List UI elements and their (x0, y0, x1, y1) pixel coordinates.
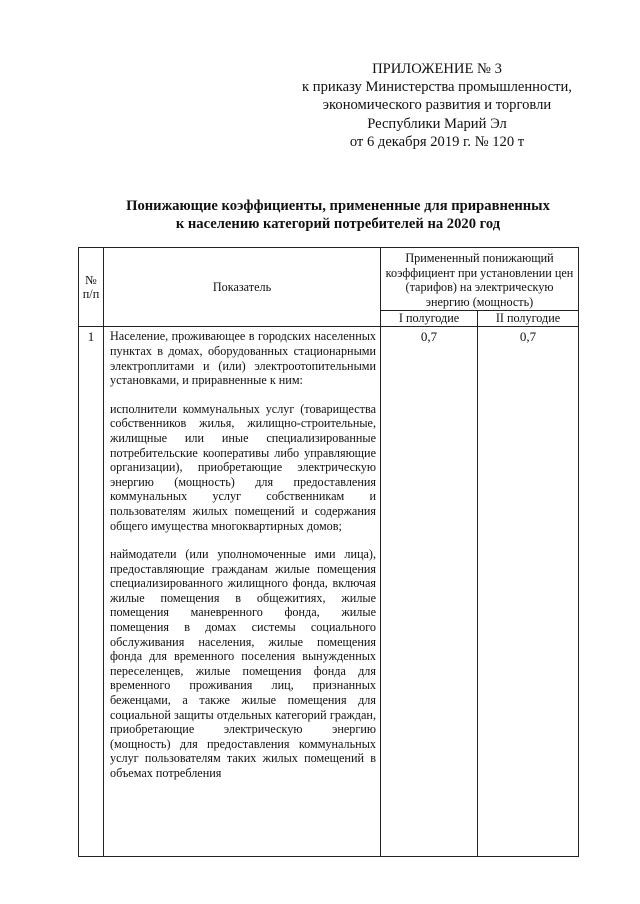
indicator-paragraph: Население, проживающее в городских населенных пунктах в домах, оборудованных стационарными электроплитами и (или) электроотопительными установками, и приравненные к ним: (110, 329, 376, 388)
annex-line: Республики Марий Эл (367, 115, 507, 132)
indicator-paragraph: исполнители коммунальных услуг (товарищества собственников жилья, жилищно-строительные, жилищные или иные специализированные потребительские кооперативы либо управляющие организации), приобретающие электрическую энергию (мощность) для предоставления коммунальных услуг собственникам и пользователям жилых помещений и содержания общего имущества многоквартирных домов; (110, 401, 376, 533)
title-line: Понижающие коэффициенты, примененные для приравненных (126, 198, 550, 214)
title-line: к населению категорий потребителей на 2020 год (175, 216, 501, 232)
row-value-half2: 0,7 (478, 327, 579, 857)
row-number: 1 (79, 327, 104, 857)
document-title (60, 197, 616, 233)
row-indicator (104, 327, 381, 857)
table-header-row (79, 248, 579, 311)
annex-header (268, 60, 606, 151)
annex-line: к приказу Министерства промышленности, (302, 79, 572, 96)
annex-line: ПРИЛОЖЕНИЕ № 3 (372, 61, 502, 77)
header-indicator: Показатель (104, 248, 381, 327)
header-coefficient: Примененный понижающий коэффициент при установлении цен (тарифов) на электрическую энергию (мощность) (381, 248, 579, 311)
annex-line: от 6 декабря 2019 г. № 120 т (349, 133, 525, 150)
row-value-half1: 0,7 (381, 327, 478, 857)
header-half2: II полугодие (478, 311, 579, 327)
table-row (79, 327, 579, 857)
indicator-paragraph: наймодатели (или уполномоченные ими лица), предоставляющие гражданам жилые помещения специализированного жилищного фонда, включая жилые помещения в общежитиях, жилые помещения маневренного фонда, жилые помещения в домах системы социального обслуживания населения, жилые помещения фонда для временного поселения вынужденных переселенцев, жилые помещения фонда для временного проживания лиц, признанных беженцами, а также жилые помещения для социальной защиты отдельных категорий граждан, приобретающие электрическую энергию (мощность) для предоставления коммунальных услуг пользователям таких жилых помещений в объемах потребления (110, 547, 376, 780)
coefficients-table (78, 247, 579, 857)
header-half1: I полугодие (381, 311, 478, 327)
annex-line: экономического развития и торговли (322, 97, 552, 114)
header-number: № п/п (79, 248, 104, 327)
